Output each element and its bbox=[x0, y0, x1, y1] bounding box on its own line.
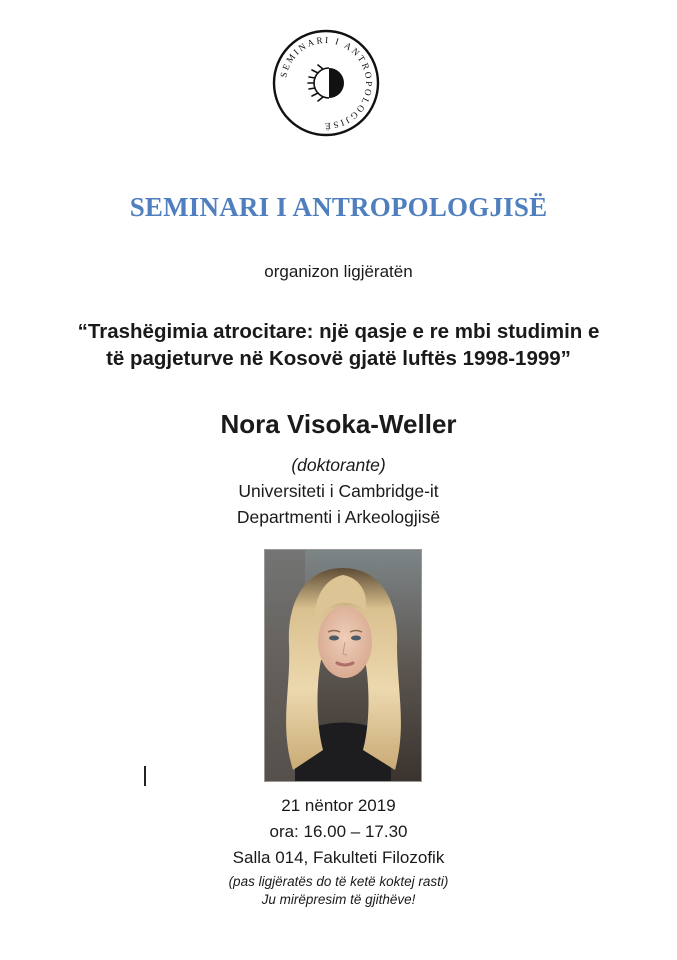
event-details bbox=[0, 793, 677, 871]
logo-center-icon bbox=[308, 65, 344, 101]
speaker-university: Universiteti i Cambridge-it bbox=[238, 481, 439, 501]
seminar-title: SEMINARI I ANTROPOLOGJISË bbox=[129, 192, 548, 222]
speaker-name: Nora Visoka-Weller bbox=[220, 409, 457, 439]
text-cursor bbox=[144, 766, 146, 786]
lecture-title-line-2: të pagjeturve në Kosovë gjatë luftës 1998-1999” bbox=[106, 347, 571, 370]
speaker-affiliation bbox=[0, 452, 677, 530]
logo-ring-text: SEMINARI I ANTROPOLOGJISË bbox=[278, 34, 375, 132]
seminar-logo bbox=[271, 28, 381, 138]
svg-text:SEMINARI I ANTROPOLOGJISË bbox=[278, 35, 374, 131]
sun-eye-emblem-icon bbox=[271, 28, 381, 138]
lecture-title bbox=[20, 318, 657, 372]
speaker-portrait-photo bbox=[264, 549, 422, 782]
lecture-title-line-1: “Trashëgimia atrocitare: një qasje e re mbi studimin e bbox=[77, 320, 600, 343]
intro-text: organizon ligjëratën bbox=[264, 262, 413, 281]
speaker-role: (doktorante) bbox=[291, 455, 386, 475]
reception-note: (pas ligjëratës do të ketë koktej rasti) bbox=[228, 874, 449, 889]
event-date: 21 nëntor 2019 bbox=[281, 796, 396, 815]
portrait-image bbox=[265, 550, 421, 781]
speaker-department: Departmenti i Arkeologjisë bbox=[236, 507, 441, 527]
event-notes bbox=[0, 873, 677, 909]
event-location: Salla 014, Fakulteti Filozofik bbox=[232, 848, 445, 867]
event-time: ora: 16.00 – 17.30 bbox=[269, 822, 408, 841]
welcome-note: Ju mirëpresim të gjithëve! bbox=[261, 892, 416, 907]
